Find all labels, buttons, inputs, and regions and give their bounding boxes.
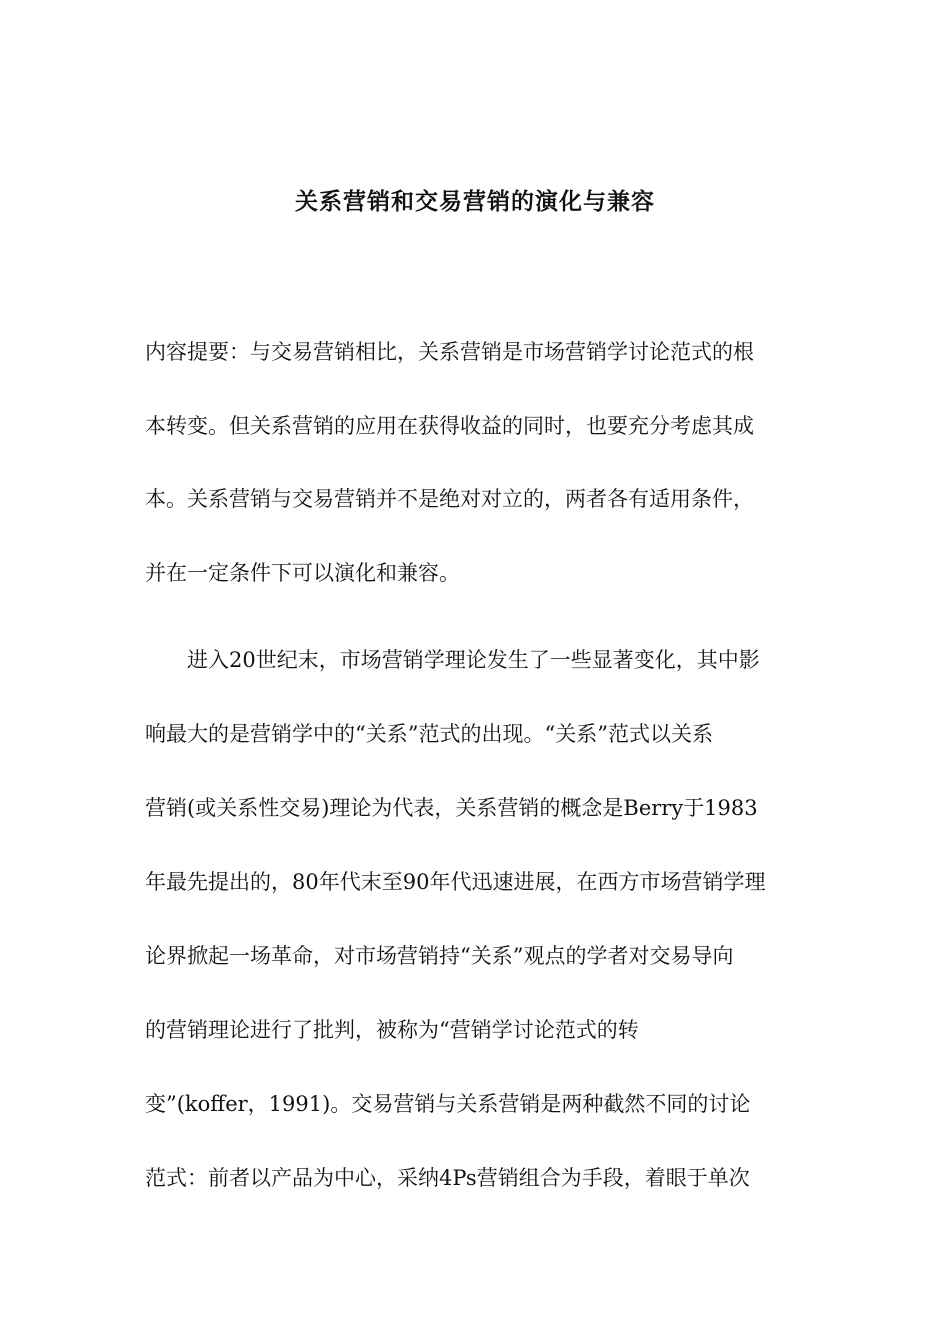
- body-line-5: 论界掀起一场革命，对市场营销持“关系”观点的学者对交易导向: [145, 944, 734, 968]
- abstract-line-3: 本。关系营销与交易营销并不是绝对对立的，两者各有适用条件，: [145, 487, 754, 511]
- body-line-6: 的营销理论进行了批判，被称为“营销学讨论范式的转: [145, 1018, 639, 1042]
- abstract-line-2: 本转变。但关系营销的应用在获得收益的同时，也要充分考虑其成: [145, 414, 754, 438]
- body-line-2: 响最大的是营销学中的“关系”范式的出现。“关系”范式以关系: [145, 722, 713, 746]
- body-line-7: 变”(koffer，1991)。交易营销与关系营销是两种截然不同的讨论: [145, 1092, 751, 1116]
- abstract-line-4: 并在一定条件下可以演化和兼容。: [145, 561, 460, 585]
- body-line-8: 范式：前者以产品为中心，采纳4Ps营销组合为手段，着眼于单次: [145, 1166, 750, 1190]
- document-title: 关系营销和交易营销的演化与兼容: [295, 188, 655, 215]
- body-line-1: 进入20世纪末，市场营销学理论发生了一些显著变化，其中影: [145, 648, 760, 672]
- body-line-3: 营销(或关系性交易)理论为代表，关系营销的概念是Berry于1983: [145, 796, 758, 820]
- abstract-line-1: 内容提要：与交易营销相比，关系营销是市场营销学讨论范式的根: [145, 340, 754, 364]
- body-line-4: 年最先提出的，80年代末至90年代迅速进展，在西方市场营销学理: [145, 870, 766, 894]
